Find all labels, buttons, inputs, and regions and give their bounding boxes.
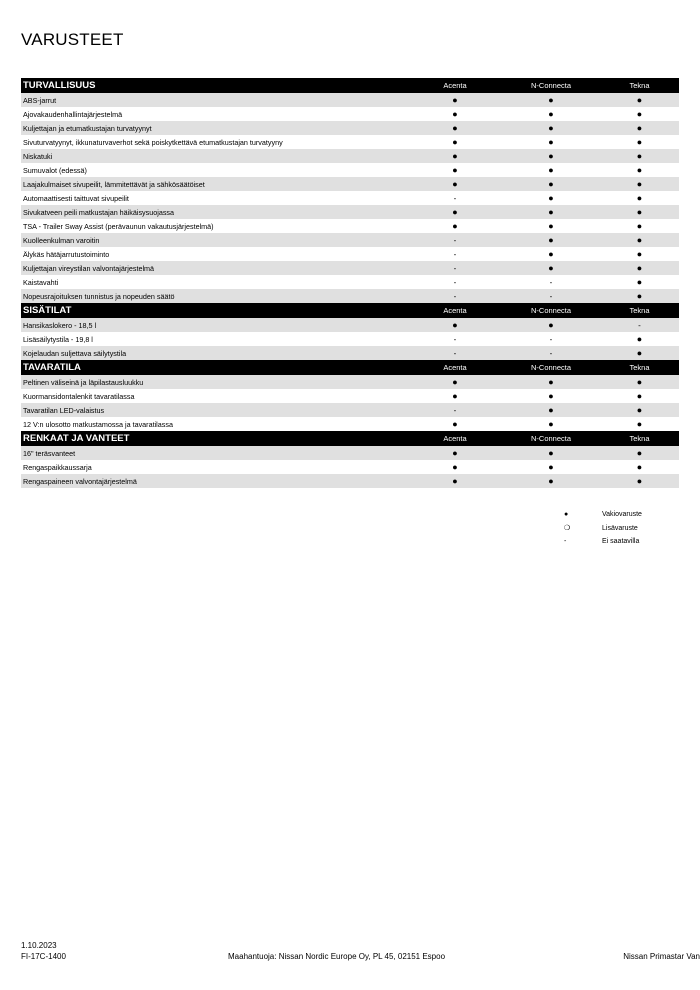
standard-equipment-icon: ●	[636, 123, 643, 133]
standard-equipment-icon: ●	[548, 207, 554, 217]
standard-equipment-icon: ●	[636, 419, 643, 429]
section-title: SISÄTILAT	[23, 305, 72, 316]
table-row	[21, 233, 679, 247]
table-row	[21, 135, 679, 149]
standard-dot-icon: ●	[564, 511, 569, 519]
table-row	[21, 275, 679, 289]
standard-equipment-icon: ●	[548, 320, 554, 330]
table-row	[21, 177, 679, 191]
column-header: Acenta	[443, 81, 467, 90]
standard-equipment-icon: ●	[548, 476, 554, 486]
footer-importer: Maahantuoja: Nissan Nordic Europe Oy, PL 45, 02151 Espoo	[228, 952, 446, 961]
feature-label: Automaattisesti taittuvat sivupeilit	[23, 193, 129, 203]
section-sisätilat	[21, 303, 679, 360]
standard-equipment-icon: ●	[636, 179, 643, 189]
standard-equipment-icon: ●	[548, 235, 554, 245]
standard-equipment-icon: ●	[452, 151, 458, 161]
section-title: TAVARATILA	[23, 362, 81, 373]
standard-equipment-icon: ●	[452, 419, 458, 429]
standard-equipment-icon: ●	[636, 165, 643, 175]
standard-equipment-icon: ●	[636, 462, 643, 472]
feature-label: ABS-jarrut	[23, 95, 57, 105]
footer-model-name: Nissan Primastar Van	[623, 952, 700, 961]
standard-equipment-icon: ●	[548, 151, 554, 161]
column-header: Tekna	[629, 81, 650, 90]
table-row	[21, 219, 679, 233]
standard-equipment-icon: ●	[548, 95, 554, 105]
standard-equipment-icon: ●	[636, 348, 643, 358]
table-row	[21, 289, 679, 303]
standard-equipment-icon: ●	[452, 462, 458, 472]
table-row	[21, 261, 679, 275]
optional-circle-icon: ❍	[564, 525, 571, 533]
standard-equipment-icon: ●	[548, 137, 554, 147]
feature-label: Älykäs hätäjarrutustoiminto	[23, 249, 110, 259]
feature-label: Kaistavahti	[23, 277, 59, 287]
standard-equipment-icon: ●	[548, 193, 554, 203]
standard-equipment-icon: ●	[636, 109, 643, 119]
legend-label: Lisävaruste	[602, 524, 638, 532]
feature-label: Kuljettajan ja etumatkustajan turvatyynyt	[23, 123, 152, 133]
section-header	[21, 78, 679, 93]
not-available-mark: -	[549, 291, 553, 301]
feature-label: Rengaspaineen valvontajärjestelmä	[23, 476, 137, 486]
standard-equipment-icon: ●	[636, 193, 643, 203]
table-row	[21, 346, 679, 360]
standard-equipment-icon: ●	[452, 137, 458, 147]
standard-equipment-icon: ●	[636, 221, 643, 231]
standard-equipment-icon: ●	[548, 249, 554, 259]
table-row	[21, 121, 679, 135]
table-row	[21, 247, 679, 261]
standard-equipment-icon: ●	[548, 123, 554, 133]
section-title: TURVALLISUUS	[23, 80, 96, 91]
feature-label: 12 V:n ulosotto matkustamossa ja tavaratilassa	[23, 419, 173, 429]
standard-equipment-icon: ●	[548, 109, 554, 119]
not-available-mark: -	[453, 348, 457, 358]
not-available-mark: -	[638, 320, 641, 330]
not-available-mark: -	[453, 334, 457, 344]
legend-label: Ei saatavilla	[602, 538, 640, 546]
feature-label: Rengaspaikkaussarja	[23, 462, 92, 472]
table-row	[21, 403, 679, 417]
table-row	[21, 417, 679, 431]
column-header: N-Connecta	[530, 81, 572, 90]
standard-equipment-icon: ●	[548, 419, 554, 429]
table-row	[21, 318, 679, 332]
not-available-mark: -	[549, 334, 553, 344]
standard-equipment-icon: ●	[636, 334, 643, 344]
standard-equipment-icon: ●	[636, 291, 643, 301]
table-row	[21, 163, 679, 177]
legend	[563, 508, 642, 549]
standard-equipment-icon: ●	[452, 221, 458, 231]
feature-label: Peltinen väliseinä ja läpilastausluukku	[23, 377, 144, 387]
feature-label: Ajovakaudenhallintajärjestelmä	[23, 109, 123, 119]
standard-equipment-icon: ●	[548, 462, 554, 472]
feature-label: Laajakulmaiset sivupeilit, lämmitettävät ja sähkösäätöiset	[23, 179, 205, 189]
column-header: N-Connecta	[530, 363, 572, 372]
not-available-dash-icon: -	[564, 538, 567, 546]
legend-item	[563, 508, 642, 522]
not-available-mark: -	[453, 291, 457, 301]
standard-equipment-icon: ●	[452, 391, 458, 401]
standard-equipment-icon: ●	[636, 95, 643, 105]
standard-equipment-icon: ●	[636, 377, 643, 387]
table-row	[21, 446, 679, 460]
standard-equipment-icon: ●	[548, 391, 554, 401]
feature-label: TSA - Trailer Sway Assist (perävaunun vakautusjärjestelmä)	[23, 221, 214, 231]
standard-equipment-icon: ●	[452, 109, 458, 119]
table-row	[21, 474, 679, 488]
standard-equipment-icon: ●	[548, 377, 554, 387]
standard-equipment-icon: ●	[636, 235, 643, 245]
table-row	[21, 205, 679, 219]
standard-equipment-icon: ●	[636, 448, 643, 458]
standard-equipment-icon: ●	[548, 179, 554, 189]
standard-equipment-icon: ●	[548, 221, 554, 231]
column-header: N-Connecta	[530, 306, 572, 315]
footer-document-code: FI-17C-1400	[21, 952, 66, 961]
section-header	[21, 303, 679, 318]
section-header	[21, 360, 679, 375]
feature-label: Kuolleenkulman varoitin	[23, 235, 100, 245]
feature-label: Kuljettajan vireystilan valvontajärjestelmä	[23, 263, 155, 273]
standard-equipment-icon: ●	[452, 377, 458, 387]
table-row	[21, 389, 679, 403]
standard-equipment-icon: ●	[452, 476, 458, 486]
page-title: VARUSTEET	[21, 30, 124, 49]
legend-item	[563, 535, 642, 549]
column-header: Acenta	[443, 306, 467, 315]
not-available-mark: -	[453, 263, 457, 273]
standard-equipment-icon: ●	[452, 448, 458, 458]
table-row	[21, 375, 679, 389]
section-turvallisuus	[21, 78, 679, 303]
standard-equipment-icon: ●	[636, 207, 643, 217]
feature-label: Sumuvalot (edessä)	[23, 165, 87, 175]
not-available-mark: -	[549, 277, 553, 287]
table-row	[21, 149, 679, 163]
table-row	[21, 107, 679, 121]
standard-equipment-icon: ●	[636, 391, 643, 401]
standard-equipment-icon: ●	[636, 151, 643, 161]
table-row	[21, 191, 679, 205]
section-header	[21, 431, 679, 446]
standard-equipment-icon: ●	[636, 263, 643, 273]
section-title: RENKAAT JA VANTEET	[23, 433, 130, 444]
column-header: Tekna	[629, 434, 650, 443]
feature-label: Niskatuki	[23, 151, 53, 161]
feature-label: Tavaratilan LED-valaistus	[23, 405, 105, 415]
feature-label: Kojelaudan suljettava säilytystila	[23, 348, 127, 358]
standard-equipment-icon: ●	[452, 165, 458, 175]
column-header: N-Connecta	[530, 434, 572, 443]
standard-equipment-icon: ●	[452, 207, 458, 217]
not-available-mark: -	[453, 193, 457, 203]
feature-label: 16" teräsvanteet	[23, 448, 76, 458]
standard-equipment-icon: ●	[452, 179, 458, 189]
feature-label: Nopeusrajoituksen tunnistus ja nopeuden säätö	[23, 291, 175, 301]
feature-label: Sivukatveen peili matkustajan häikäisysuojassa	[23, 207, 175, 217]
feature-label: Kuormansidontalenkit tavaratilassa	[23, 391, 135, 401]
standard-equipment-icon: ●	[548, 405, 554, 415]
column-header: Acenta	[443, 363, 467, 372]
standard-equipment-icon: ●	[548, 165, 554, 175]
not-available-mark: -	[453, 277, 457, 287]
column-header: Tekna	[629, 363, 650, 372]
standard-equipment-icon: ●	[548, 448, 554, 458]
column-header: Acenta	[443, 434, 467, 443]
feature-label: Sivuturvatyynyt, ikkunaturvaverhot sekä poiskytkettävä etumatkustajan turvatyyny	[23, 137, 283, 147]
section-tavaratila	[21, 360, 679, 431]
footer-date: 1.10.2023	[21, 941, 57, 950]
column-header: Tekna	[629, 306, 650, 315]
feature-label: Lisäsäilytystila - 19,8 l	[23, 334, 93, 344]
not-available-mark: -	[549, 348, 553, 358]
standard-equipment-icon: ●	[452, 95, 458, 105]
legend-label: Vakiovaruste	[602, 511, 642, 519]
feature-label: Hansikaslokero - 18,5 l	[23, 320, 97, 330]
standard-equipment-icon: ●	[636, 277, 643, 287]
legend-item	[563, 522, 642, 536]
not-available-mark: -	[453, 235, 457, 245]
standard-equipment-icon: ●	[452, 320, 458, 330]
equipment-tables	[21, 78, 679, 488]
standard-equipment-icon: ●	[548, 263, 554, 273]
table-row	[21, 93, 679, 107]
standard-equipment-icon: ●	[636, 476, 643, 486]
standard-equipment-icon: ●	[452, 123, 458, 133]
section-renkaat-ja-vanteet	[21, 431, 679, 488]
table-row	[21, 332, 679, 346]
standard-equipment-icon: ●	[636, 249, 643, 259]
not-available-mark: -	[453, 405, 457, 415]
table-row	[21, 460, 679, 474]
not-available-mark: -	[453, 249, 457, 259]
standard-equipment-icon: ●	[636, 405, 643, 415]
standard-equipment-icon: ●	[636, 137, 643, 147]
